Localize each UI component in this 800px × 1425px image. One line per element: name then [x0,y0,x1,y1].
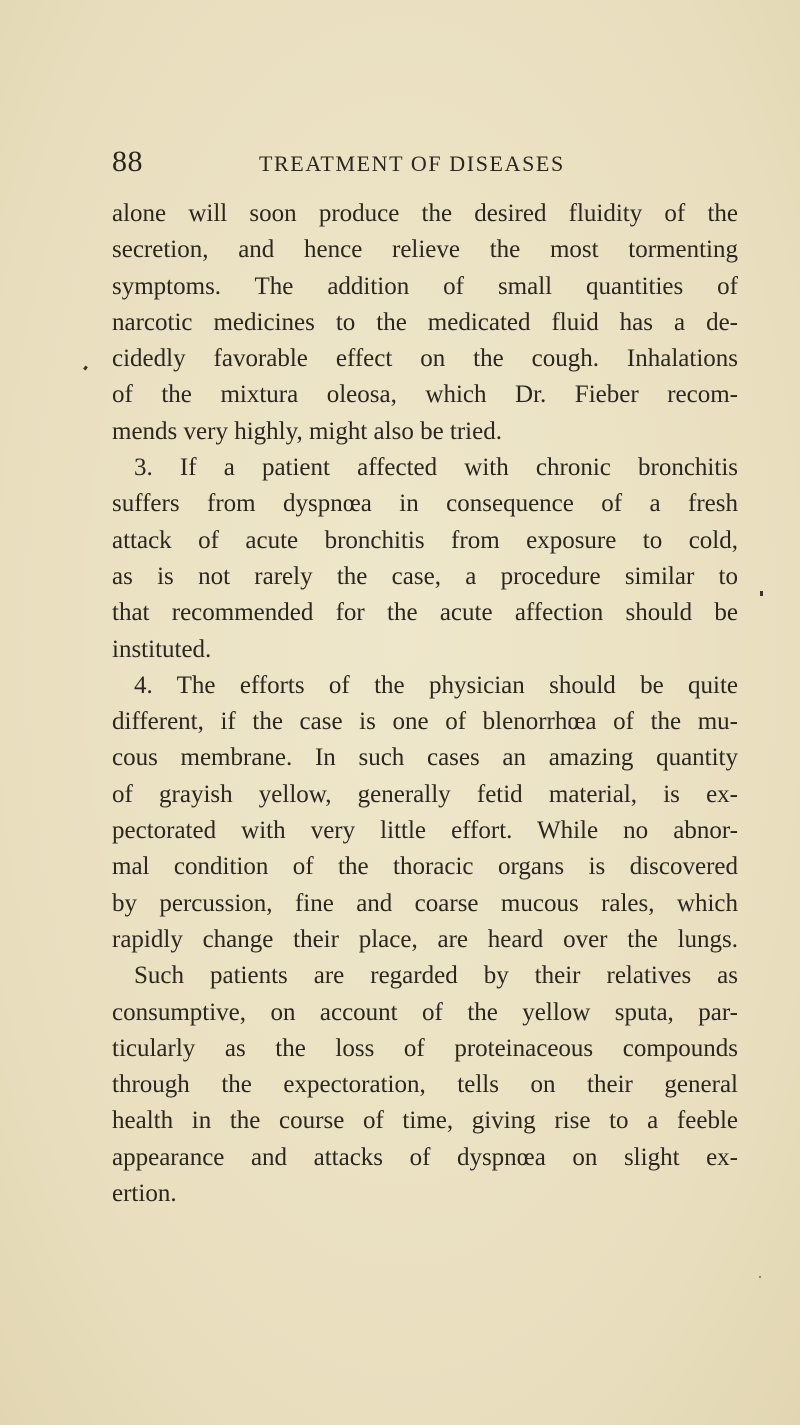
text-line: 3. If a patient affected with chronic bronchitis [134,454,738,482]
text-line: mal condition of the thoracic organs is discovered [112,853,738,881]
text-line: narcotic medicines to the medicated fluid has a de- [112,308,738,336]
text-line: pectorated with very little effort. While no abnor- [112,817,738,845]
text-line: symptoms. The addition of small quantities of [112,272,738,300]
page-number: 88 [112,145,143,178]
text-line: Such patients are regarded by their relatives as [134,962,738,990]
text-line: different, if the case is one of blenorrhœa of the mu- [112,708,738,736]
text-line: through the expectoration, tells on their general [112,1071,738,1099]
body-text [112,196,738,1212]
margin-speck [759,1276,761,1278]
text-line: health in the course of time, giving rise to a feeble [112,1107,738,1135]
text-line: of the mixtura oleosa, which Dr. Fieber recom- [112,381,738,409]
text-line: that recommended for the acute affection should be [112,599,738,627]
text-line: instituted. [112,635,212,663]
text-line: 4. The efforts of the physician should be quite [134,671,738,699]
margin-speck [83,366,88,371]
text-line: ticularly as the loss of proteinaceous compounds [112,1034,738,1062]
page-header [112,145,732,189]
text-line: ertion. [112,1180,177,1208]
text-line: appearance and attacks of dyspnœa on slight ex- [112,1143,738,1171]
margin-speck [760,591,763,596]
text-line: as is not rarely the case, a procedure similar to [112,562,738,590]
text-line: by percussion, fine and coarse mucous rales, which [112,889,738,917]
text-line: secretion, and hence relieve the most tormenting [112,236,738,264]
text-line: attack of acute bronchitis from exposure to cold, [112,526,738,554]
text-line: mends very highly, might also be tried. [112,417,502,445]
running-head: TREATMENT OF DISEASES [259,151,565,176]
text-line: consumptive, on account of the yellow sputa, par- [112,998,738,1026]
text-line: of grayish yellow, generally fetid material, is ex- [112,780,738,808]
text-line: cidedly favorable effect on the cough. Inhalations [112,345,738,373]
text-line: rapidly change their place, are heard over the lungs. [112,925,738,953]
text-line: alone will soon produce the desired fluidity of the [112,200,738,227]
text-line: cous membrane. In such cases an amazing quantity [112,744,738,772]
text-line: suffers from dyspnœa in consequence of a fresh [112,490,738,518]
